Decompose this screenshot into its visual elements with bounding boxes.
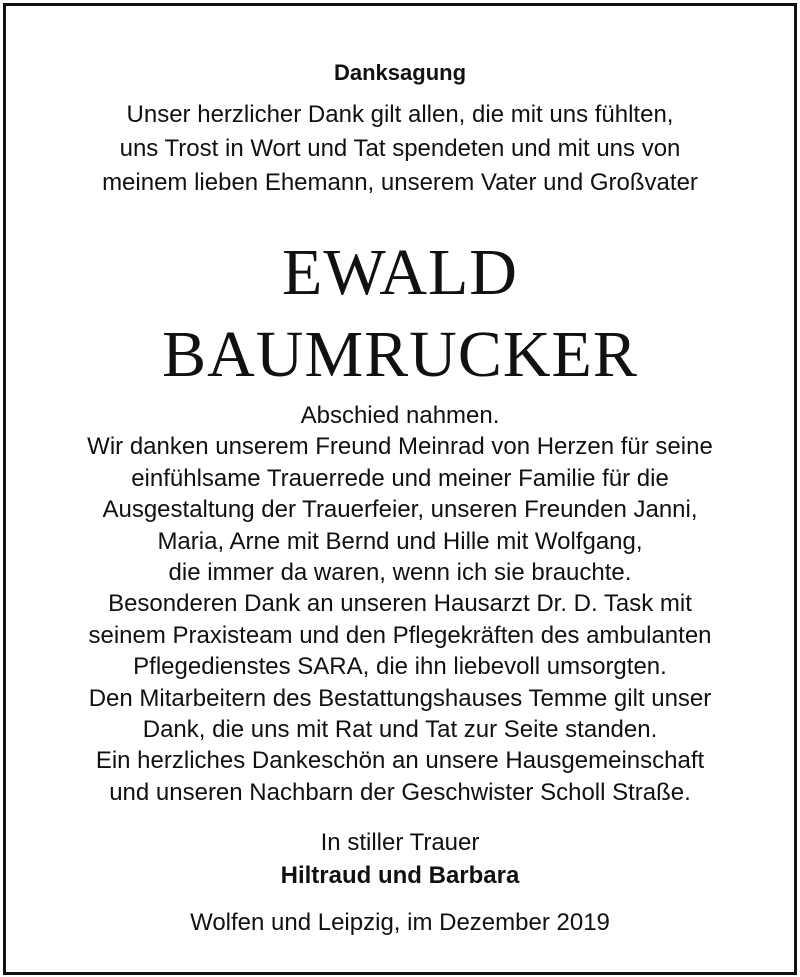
body-line: und unseren Nachbarn der Geschwister Scholl Straße. xyxy=(109,778,691,806)
body-line: Wir danken unserem Freund Meinrad von Herzen für seine xyxy=(87,433,713,461)
notice-border xyxy=(3,3,797,975)
deceased-name xyxy=(6,232,794,396)
place-date: Wolfen und Leipzig, im Dezember 2019 xyxy=(190,909,610,936)
deceased-first-name: EWALD xyxy=(282,236,518,309)
body-line: Ausgestaltung der Trauerfeier, unseren Freunden Janni, xyxy=(102,496,698,524)
closing-line: In stiller Trauer xyxy=(320,829,480,856)
body-line: Pflegedienstes SARA, die ihn liebevoll umsorgten. xyxy=(133,653,667,681)
body-line: einfühlsame Trauerrede und meiner Familie für die xyxy=(131,464,669,492)
closing-block xyxy=(6,826,794,892)
notice-heading: Danksagung xyxy=(333,60,467,85)
signers: Hiltraud und Barbara xyxy=(280,862,520,889)
body-line: Dank, die uns mit Rat und Tat zur Seite standen. xyxy=(142,716,658,744)
intro-line: meinem lieben Ehemann, unserem Vater und Großvater xyxy=(102,169,698,196)
body-line: Maria, Arne mit Bernd und Hille mit Wolfgang, xyxy=(157,527,643,555)
intro-text xyxy=(6,98,794,200)
intro-line: uns Trost in Wort und Tat spendeten und mit uns von xyxy=(119,135,681,162)
body-line: Abschied nahmen. xyxy=(300,402,500,429)
body-line: Ein herzliches Dankeschön an unsere Hausgemeinschaft xyxy=(95,747,705,775)
body-line: Besonderen Dank an unseren Hausarzt Dr. D. Task mit xyxy=(108,590,692,618)
intro-line: Unser herzlicher Dank gilt allen, die mit uns fühlten, xyxy=(126,101,674,128)
body-line: Den Mitarbeitern des Bestattungshauses Temme gilt unser xyxy=(88,684,712,712)
body-line: die immer da waren, wenn ich sie brauchte. xyxy=(168,559,632,587)
thanks-text xyxy=(6,400,794,808)
body-line: seinem Praxisteam und den Pflegekräften des ambulanten xyxy=(88,621,712,649)
deceased-last-name: BAUMRUCKER xyxy=(162,318,638,391)
